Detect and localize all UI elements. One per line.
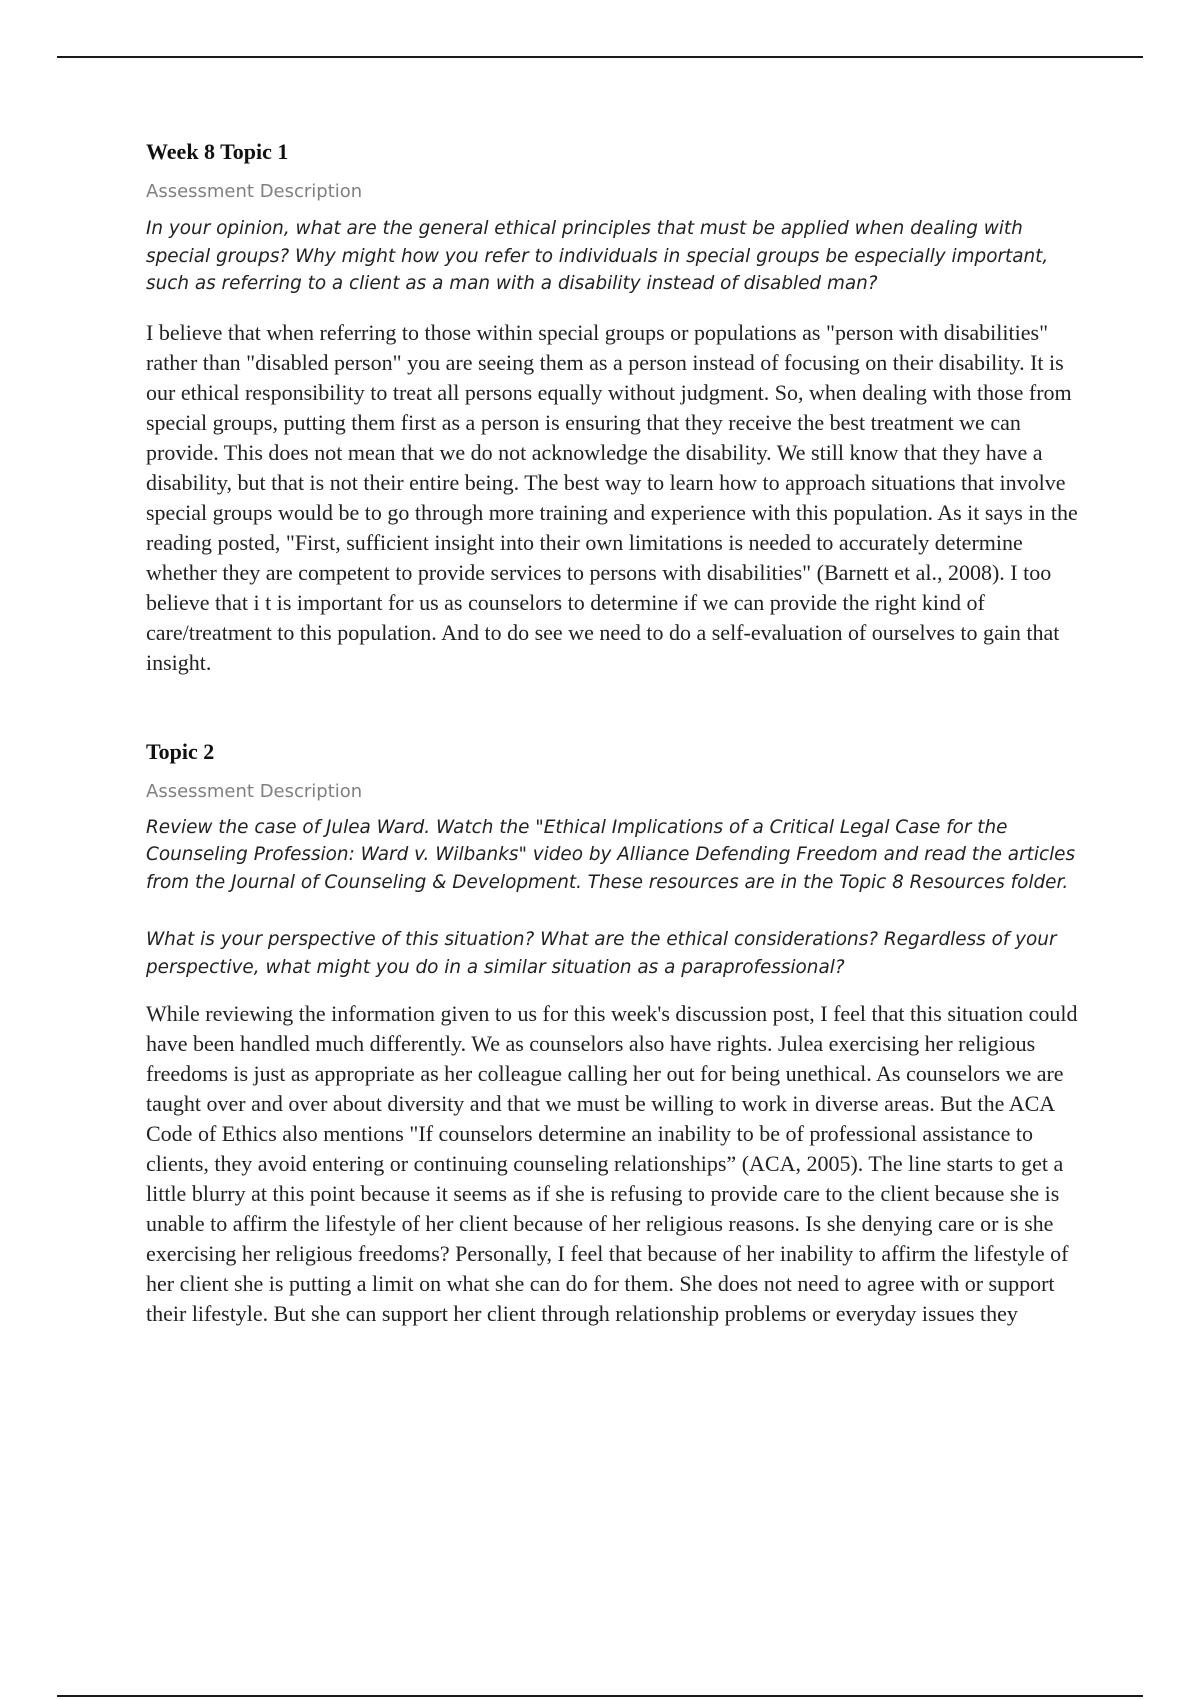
assessment-prompt: In your opinion, what are the general ethical principles that must be applied when dealing with special groups? Why might how you refer to individuals in special groups be especially important, such as referring to a client as a man with a disability instead of disabled man? [146, 218, 1049, 294]
assessment-label: Assessment Description [146, 181, 363, 202]
response-paragraph: I believe that when referring to those within special groups or populations as "person with disabilities" rather than "disabled person" you are seeing them as a person instead of focusing on their disability. It is our ethical responsibility to treat all persons equally without judgment. So, when dealing with those from special groups, putting them first as a person is ensuring that they receive the best treatment we can provide. This does not mean that we do not acknowledge the disability. We still know that they have a disability, but that is not their entire being. The best way to learn how to approach situations that involve special groups would be to go through more training and experience with this population. As it says in the reading posted, "First, sufficient insight into their own limitations is needed to accurately determine whether they are competent to provide services to persons with disabilities" (Barnett et al., 2008). I too believe that i t is important for us as counselors to determine if we can provide the right kind of care/treatment to this population. And to do see we need to do a self-evaluation of ourselves to gain that insight. [146, 319, 1078, 675]
document-body [146, 137, 1091, 1329]
response-paragraph: While reviewing the information given to us for this week's discussion post, I feel that this situation could have been handled much differently. We as counselors also have rights. Julea exercising her religious freedoms is just as appropriate as her colleague calling her out for being unethical. As counselors we are taught over and over about diversity and that we must be willing to work in diverse areas. But the ACA Code of Ethics also mentions "If counselors determine an inability to be of professional assistance to clients, they avoid entering or continuing counseling relationships” (ACA, 2005). The line starts to get a little blurry at this point because it seems as if she is refusing to provide care to the client because she is unable to affirm the lifestyle of her client because of her religious reasons. Is she denying care or is she exercising her religious freedoms? Personally, I feel that because of her inability to affirm the lifestyle of her client she is putting a limit on what she can do for them. She does not need to agree with or support their lifestyle. But she can support her client through relationship problems or everyday issues they [146, 1001, 1078, 1326]
section-title-topic-1: Week 8 Topic 1 [146, 139, 289, 164]
assessment-prompt: Review the case of Julea Ward. Watch the "Ethical Implications of a Critical Legal Case for the Counseling Profession: Ward v. Wilbanks" video by Alliance Defending Freedom and read the articles from the Journal of Counseling & Development. These resources are in the Topic 8 Resources folder. [146, 816, 1076, 893]
top-rule [57, 56, 1143, 58]
assessment-prompt-questions: What is your perspective of this situation? What are the ethical considerations? Regardless of your perspective, what might you do in a similar situation as a paraprofessional? [146, 929, 1057, 978]
assessment-label: Assessment Description [146, 780, 363, 802]
section-title-topic-2: Topic 2 [146, 738, 215, 764]
bottom-rule [57, 1695, 1143, 1697]
